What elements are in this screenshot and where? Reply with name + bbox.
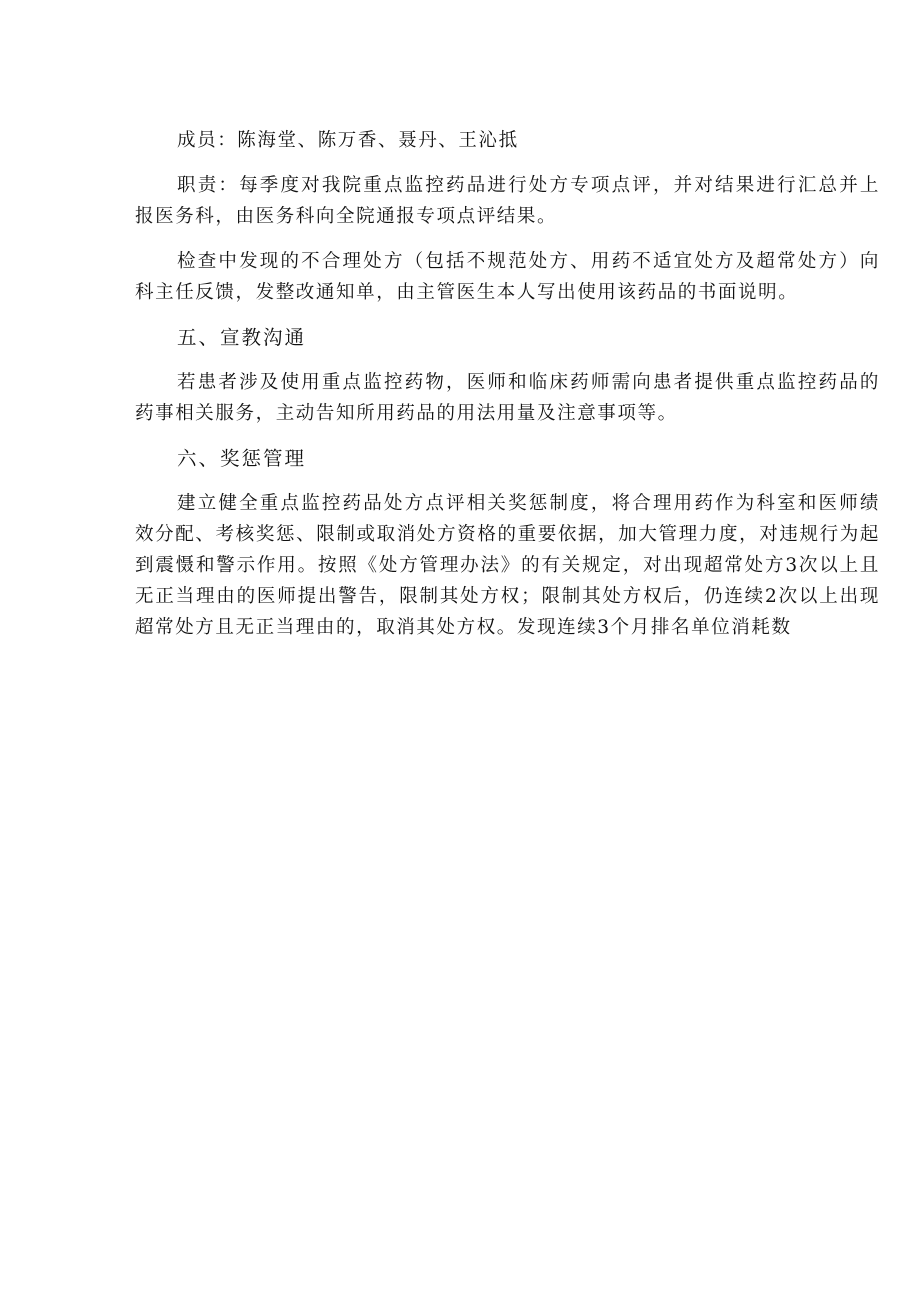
section-5-paragraph: 若患者涉及使用重点监控药物，医师和临床药师需向患者提供重点监控药品的药事相关服务，主动告知所用药品的用法用量及注意事项等。 <box>135 372 880 424</box>
duty-paragraph: 职责：每季度对我院重点监控药品进行处方专项点评，并对结果进行汇总并上报医务科，由医务科向全院通报专项点评结果。 <box>135 175 880 227</box>
members-paragraph: 成员：陈海堂、陈万香、聂丹、王沁抵 <box>177 130 519 151</box>
section-6-paragraph: 建立健全重点监控药品处方点评相关奖惩制度，将合理用药作为科室和医师绩效分配、考核奖惩、限制或取消处方资格的重要依据，加大管理力度，对违规行为起到震慑和警示作用。按照《处方管理办法》的有关规定，对出现超常处方3次以上且无正当理由的医师提出警告，限制其处方权；限制其处方权后，仍连续2次以上出现超常处方且无正当理由的，取消其处方权。发现连续3个月排名单位消耗数 <box>135 493 880 638</box>
document-page <box>135 125 880 643</box>
section-5-heading: 五、宣教沟通 <box>177 326 307 349</box>
section-6-heading: 六、奖惩管理 <box>177 447 307 470</box>
inspection-paragraph: 检查中发现的不合理处方（包括不规范处方、用药不适宜处方及超常处方）向科主任反馈，发整改通知单，由主管医生本人写出使用该药品的书面说明。 <box>135 251 880 303</box>
